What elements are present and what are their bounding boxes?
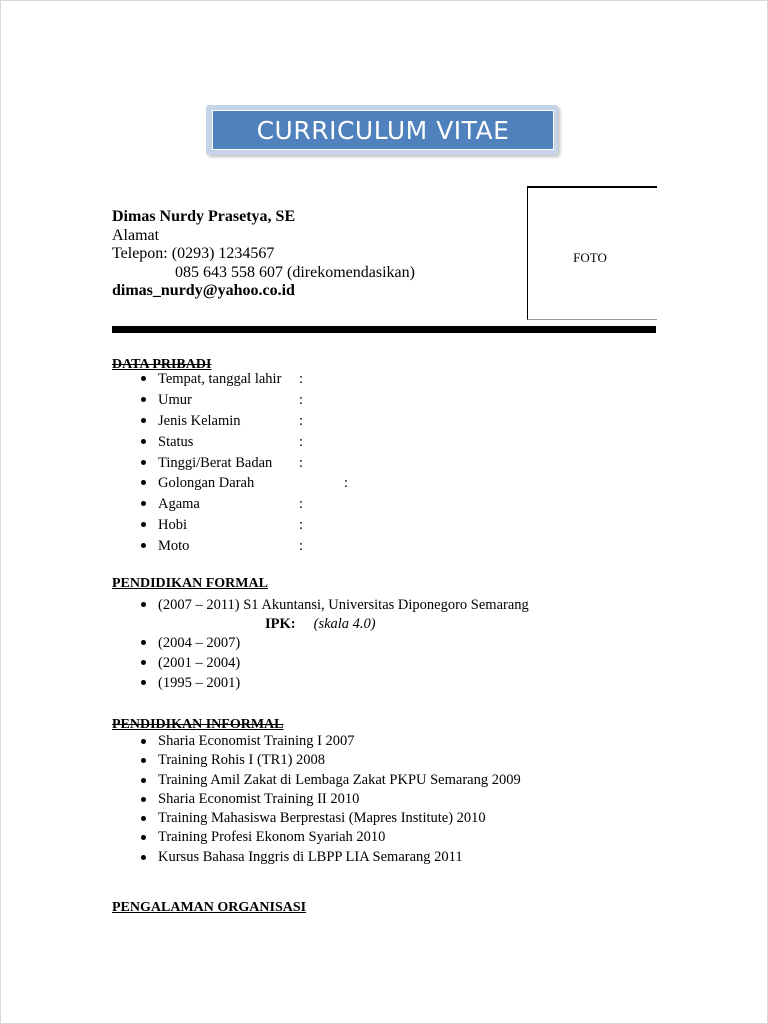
header-divider: [112, 326, 656, 333]
list-item: Tinggi/Berat Badan :: [112, 453, 348, 474]
list-item: Sharia Economist Training I 2007: [112, 732, 521, 751]
address: Alamat: [112, 226, 160, 244]
list-item: (2007 – 2011) S1 Akuntansi, Universitas Diponegoro Semarang: [112, 595, 529, 615]
section-data-pribadi-title: DATA PRIBADI: [112, 357, 212, 372]
photo-label: FOTO: [573, 250, 607, 265]
ipk-label: IPK:: [265, 616, 296, 632]
section-pendidikan-informal-title: PENDIDIKAN INFORMAL: [112, 717, 284, 732]
list-item: Status :: [112, 432, 348, 453]
list-item: Agama :: [112, 494, 348, 515]
contact-info: [112, 208, 415, 301]
section-pengalaman-organisasi-title: PENGALAMAN ORGANISASI: [112, 900, 307, 915]
email: dimas_nurdy@yahoo.co.id: [112, 282, 295, 299]
applicant-name: Dimas Nurdy Prasetya, SE: [112, 208, 296, 225]
list-item: Training Amil Zakat di Lembaga Zakat PKPU Semarang 2009: [112, 771, 521, 790]
list-item: Sharia Economist Training II 2010: [112, 790, 521, 809]
list-item: Training Rohis I (TR1) 2008: [112, 751, 521, 770]
phone-mobile: 085 643 558 607 (direkomendasikan): [175, 263, 415, 281]
list-item: Moto :: [112, 536, 348, 557]
list-item: Golongan Darah :: [112, 473, 348, 494]
pendidikan-informal-list: [112, 732, 521, 867]
photo-placeholder: [527, 186, 657, 320]
list-item: (2001 – 2004): [112, 653, 240, 673]
list-item: Jenis Kelamin :: [112, 411, 348, 432]
section-pendidikan-formal-title: PENDIDIKAN FORMAL: [112, 576, 268, 591]
title-banner: [206, 105, 558, 155]
ipk-value: (skala 4.0): [313, 616, 376, 632]
list-item: Tempat, tanggal lahir :: [112, 369, 348, 390]
list-item: (2004 – 2007): [112, 633, 240, 653]
phone: Telepon: (0293) 1234567: [112, 245, 275, 262]
pendidikan-formal-list: [112, 595, 529, 615]
pendidikan-formal-list-continued: [112, 633, 240, 693]
list-item: (1995 – 2001): [112, 673, 240, 693]
ipk-line: [265, 616, 376, 633]
data-pribadi-list: [112, 369, 348, 557]
list-item: Training Mahasiswa Berprestasi (Mapres Institute) 2010: [112, 809, 521, 828]
document-title: CURRICULUM VITAE: [212, 110, 554, 150]
list-item: Umur :: [112, 390, 348, 411]
list-item: Training Profesi Ekonom Syariah 2010: [112, 828, 521, 847]
list-item: Kursus Bahasa Inggris di LBPP LIA Semarang 2011: [112, 848, 521, 867]
list-item: Hobi :: [112, 515, 348, 536]
